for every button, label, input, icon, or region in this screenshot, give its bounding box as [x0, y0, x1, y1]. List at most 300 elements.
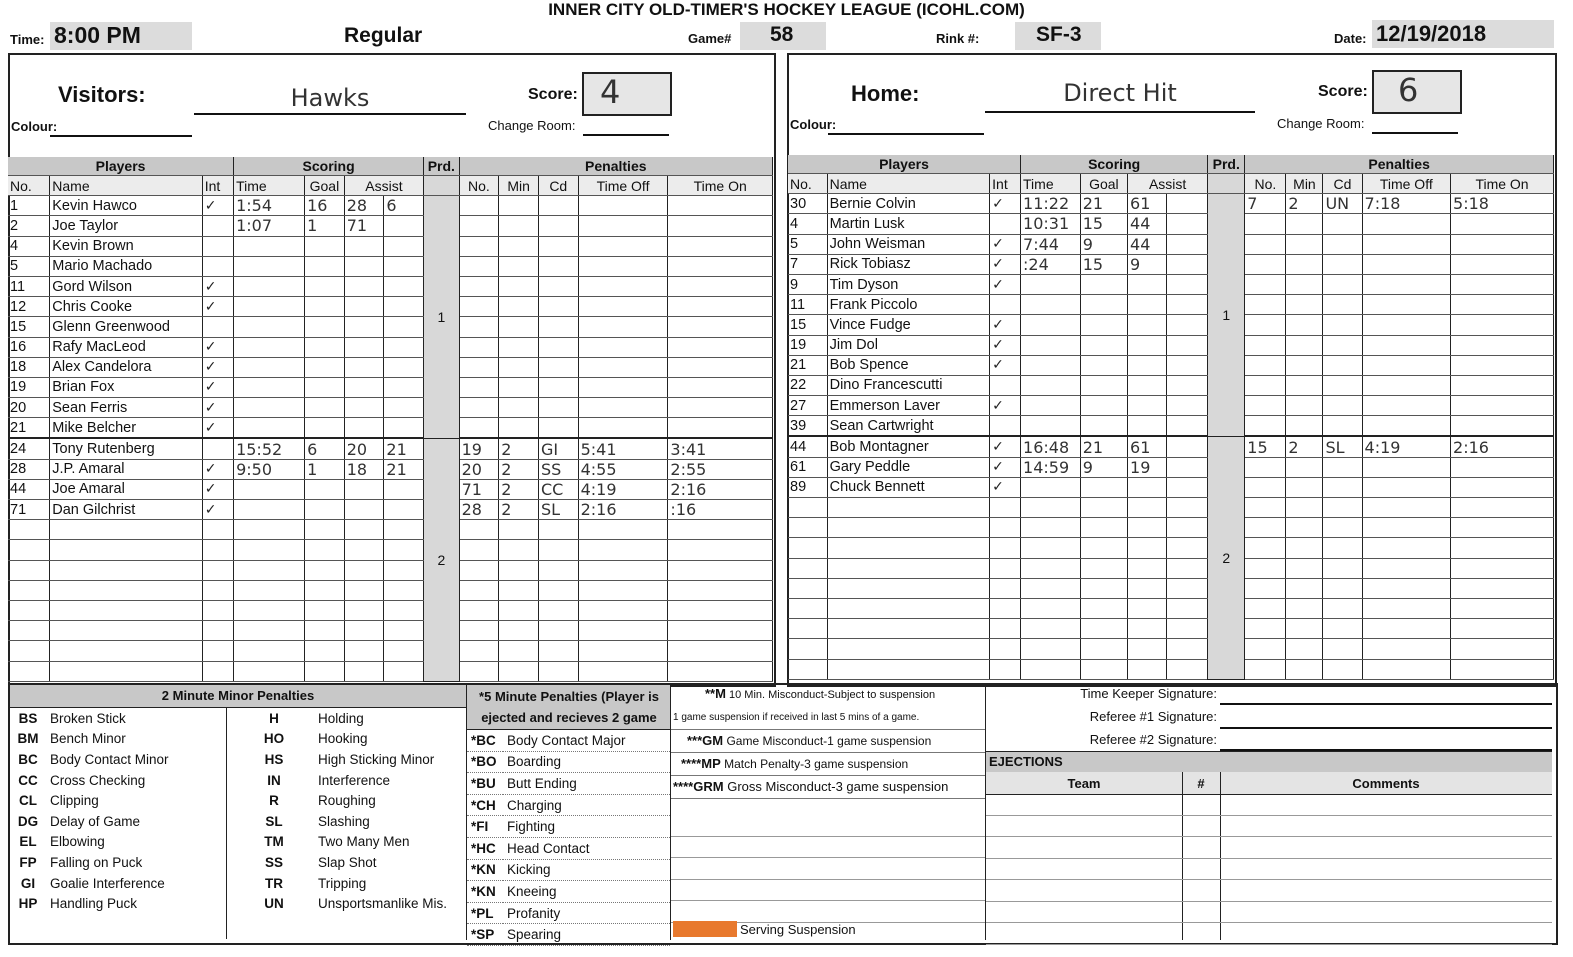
visitors-pen-code	[538, 256, 578, 276]
home-row	[788, 234, 1554, 254]
blank-row	[986, 794, 1552, 816]
visitors-pen-minutes	[499, 661, 539, 681]
home-assist-1	[1128, 335, 1167, 355]
time-value: 8:00 PM	[54, 22, 141, 48]
home-row	[788, 457, 1554, 477]
visitors-pen-time-off: 4:19	[578, 479, 668, 499]
visitors-player-name	[50, 641, 202, 661]
visitors-row	[8, 196, 773, 216]
major-row	[467, 881, 670, 903]
minor-code: TM	[264, 834, 284, 850]
home-int-check	[990, 558, 1021, 578]
game-number: 58	[770, 23, 794, 46]
visitors-assist-2	[384, 256, 424, 276]
minor-desc: Holding	[318, 710, 364, 726]
home-row	[788, 295, 1554, 315]
misc-blank-rows	[671, 815, 985, 923]
visitors-row	[8, 621, 773, 641]
home-goal-time	[1021, 518, 1081, 538]
misc-block	[671, 685, 985, 799]
home-int-check	[990, 518, 1021, 538]
visitors-player-name: Sean Ferris	[50, 398, 202, 418]
home-pen-number	[1245, 457, 1286, 477]
visitors-player-number	[8, 560, 50, 580]
visitors-assist-2	[384, 580, 424, 600]
visitors-pen-minutes	[499, 540, 539, 560]
blank-row	[986, 816, 1552, 838]
visitors-pen-code	[538, 337, 578, 357]
home-pen-time-off	[1362, 274, 1450, 294]
visitors-score-label: Score:	[528, 86, 578, 103]
home-row	[788, 355, 1554, 375]
minor-desc: Unsportsmanlike Mis.	[318, 896, 448, 912]
major-desc: Head Contact	[507, 840, 590, 856]
date-label: Date:	[1334, 31, 1367, 46]
home-colhdr-time_on-12: Time On	[1451, 174, 1554, 194]
visitors-colhdr-no-0: No.	[8, 176, 50, 196]
visitors-pen-minutes	[499, 641, 539, 661]
home-assist-2	[1167, 396, 1208, 416]
visitors-team-line	[194, 113, 466, 115]
visitors-assist-2	[384, 418, 424, 439]
home-assist-1	[1128, 619, 1167, 639]
minor-code: EL	[19, 834, 37, 850]
home-assist-2	[1167, 295, 1208, 315]
visitors-pen-time-on	[668, 196, 773, 216]
home-pen-minutes	[1286, 234, 1323, 254]
home-row	[788, 558, 1554, 578]
serving-label: Serving Suspension	[740, 922, 856, 937]
visitors-int-check	[202, 621, 233, 641]
visitors-goal-scorer: 16	[305, 196, 345, 216]
home-goal-time	[1021, 558, 1081, 578]
gm-text: Game Misconduct-1 game suspension	[726, 734, 932, 748]
home-goal-scorer	[1080, 538, 1127, 558]
home-pen-number	[1245, 214, 1286, 234]
home-goal-scorer	[1080, 335, 1127, 355]
home-goal-time: 16:48	[1021, 436, 1081, 457]
home-pen-number	[1245, 578, 1286, 598]
home-assist-1	[1128, 315, 1167, 335]
visitors-pen-minutes	[499, 621, 539, 641]
visitors-goal-scorer	[305, 560, 345, 580]
home-goal-scorer	[1080, 518, 1127, 538]
home-row	[788, 598, 1554, 618]
home-goal-time	[1021, 578, 1081, 598]
home-pen-number	[1245, 396, 1286, 416]
home-pen-time-on	[1451, 335, 1554, 355]
home-int-check	[990, 659, 1021, 679]
visitors-row	[8, 297, 773, 317]
home-pen-time-off	[1362, 498, 1450, 518]
home-goal-time: :24	[1021, 254, 1081, 274]
home-int-check: ✓	[990, 436, 1021, 457]
visitors-player-name	[50, 520, 202, 540]
minor-code: R	[269, 793, 279, 809]
visitors-assist-1: 71	[344, 216, 384, 236]
blank-row	[671, 815, 985, 837]
minor-desc: Two Many Men	[318, 834, 410, 850]
home-pen-time-off	[1362, 375, 1450, 395]
home-pen-time-on	[1451, 375, 1554, 395]
visitors-int-check: ✓	[202, 479, 233, 499]
visitors-assist-2	[384, 317, 424, 337]
major-title: *5 Minute Penalties (Player is ejected and recieves 2 game	[479, 689, 659, 725]
visitors-row	[8, 418, 773, 439]
home-player-name	[827, 659, 990, 679]
home-player-number: 27	[788, 396, 827, 416]
home-pen-time-on	[1451, 214, 1554, 234]
ejections-num-header: #	[1197, 776, 1205, 791]
visitors-assist-1	[344, 520, 384, 540]
home-pen-time-off	[1362, 558, 1450, 578]
visitors-row	[8, 276, 773, 296]
home-assist-2	[1167, 234, 1208, 254]
visitors-section-prd: Prd.	[424, 157, 460, 176]
visitors-colhdr-time_on-12: Time On	[668, 176, 773, 196]
home-player-name	[827, 619, 990, 639]
major-row	[467, 730, 670, 751]
home-assist-1	[1128, 558, 1167, 578]
minor-row	[10, 729, 466, 750]
visitors-player-name: Kevin Brown	[50, 236, 202, 256]
visitors-colhdr-int-2: Int	[202, 176, 233, 196]
major-row	[467, 837, 670, 859]
home-pen-time-on	[1451, 295, 1554, 315]
visitors-assist-1	[344, 621, 384, 641]
home-pen-time-off	[1362, 538, 1450, 558]
visitors-player-name	[50, 540, 202, 560]
home-pen-time-on	[1451, 315, 1554, 335]
visitors-colour-label: Colour:	[11, 119, 58, 134]
minor-code: CL	[19, 793, 37, 809]
home-int-check: ✓	[990, 234, 1021, 254]
home-assist-1	[1128, 498, 1167, 518]
minor-code: GI	[20, 875, 36, 891]
home-int-check	[990, 598, 1021, 618]
visitors-player-name: J.P. Amaral	[50, 459, 202, 479]
minor-code: BM	[17, 731, 39, 747]
visitors-assist-1	[344, 256, 384, 276]
visitors-player-number: 18	[8, 357, 50, 377]
blank-row	[986, 837, 1552, 859]
visitors-pen-number: 19	[459, 438, 499, 459]
home-pen-number	[1245, 659, 1286, 679]
home-pen-time-on	[1451, 538, 1554, 558]
home-player-name: Emmerson Laver	[827, 396, 990, 416]
minor-code: SL	[265, 813, 283, 829]
visitors-pen-code	[538, 418, 578, 439]
home-goal-time: 7:44	[1021, 234, 1081, 254]
home-goal-scorer: 9	[1080, 457, 1127, 477]
home-assist-2	[1167, 639, 1208, 659]
home-int-check: ✓	[990, 254, 1021, 274]
visitors-pen-time-on	[668, 418, 773, 439]
blank-row	[671, 858, 985, 880]
visitors-int-check: ✓	[202, 276, 233, 296]
visitors-pen-code	[538, 297, 578, 317]
home-colour-label: Colour:	[790, 117, 837, 132]
major-code: *BU	[471, 775, 496, 791]
visitors-colhdr-blank-7	[424, 176, 460, 196]
visitors-player-name	[50, 580, 202, 600]
blank-row	[986, 923, 1552, 945]
visitors-team: Hawks	[290, 84, 370, 112]
visitors-player-number: 71	[8, 500, 50, 520]
home-assist-2	[1167, 457, 1208, 477]
home-pen-number	[1245, 274, 1286, 294]
visitors-int-check: ✓	[202, 297, 233, 317]
minor-desc: Slap Shot	[318, 854, 377, 870]
home-pen-time-on	[1451, 639, 1554, 659]
visitors-goal-scorer	[305, 357, 345, 377]
home-pen-number	[1245, 234, 1286, 254]
home-pen-code	[1323, 538, 1362, 558]
home-goal-scorer: 15	[1080, 214, 1127, 234]
visitors-pen-number	[459, 317, 499, 337]
timekeeper-sig-line[interactable]	[1220, 703, 1552, 705]
visitors-pen-time-on	[668, 337, 773, 357]
home-pen-minutes	[1286, 416, 1323, 437]
home-pen-number: 7	[1245, 194, 1286, 214]
home-goal-scorer: 9	[1080, 234, 1127, 254]
home-assist-2	[1167, 538, 1208, 558]
visitors-pen-time-on	[668, 297, 773, 317]
visitors-assist-2: 21	[384, 459, 424, 479]
visitors-int-check	[202, 580, 233, 600]
visitors-pen-minutes	[499, 600, 539, 620]
home-row	[788, 274, 1554, 294]
visitors-colhdr-assist-5: Assist	[344, 176, 423, 196]
home-pen-time-on	[1451, 234, 1554, 254]
visitors-goal-scorer	[305, 297, 345, 317]
visitors-row	[8, 438, 773, 459]
visitors-player-number: 4	[8, 236, 50, 256]
visitors-goal-time: 1:54	[234, 196, 305, 216]
visitors-player-number: 12	[8, 297, 50, 317]
home-pen-minutes	[1286, 538, 1323, 558]
home-pen-time-on	[1451, 598, 1554, 618]
home-pen-number	[1245, 518, 1286, 538]
visitors-assist-2	[384, 540, 424, 560]
visitors-assist-1	[344, 580, 384, 600]
visitors-score-box	[582, 72, 672, 116]
home-goal-time	[1021, 315, 1081, 335]
minor-desc: Falling on Puck	[50, 854, 143, 870]
home-pen-code	[1323, 274, 1362, 294]
home-row	[788, 659, 1554, 679]
major-desc: Kicking	[507, 862, 551, 878]
home-assist-1	[1128, 659, 1167, 679]
home-pen-time-on	[1451, 274, 1554, 294]
visitors-row	[8, 580, 773, 600]
home-colhdr-name-1: Name	[827, 174, 990, 194]
minor-code: DG	[17, 813, 39, 829]
visitors-int-check	[202, 256, 233, 276]
home-assist-2	[1167, 518, 1208, 538]
visitors-assist-2	[384, 520, 424, 540]
visitors-pen-time-off	[578, 560, 668, 580]
visitors-player-number: 44	[8, 479, 50, 499]
home-row	[788, 214, 1554, 234]
visitors-assist-1	[344, 560, 384, 580]
home-pen-time-off	[1362, 295, 1450, 315]
visitors-int-check	[202, 317, 233, 337]
visitors-goal-time	[234, 236, 305, 256]
home-assist-2	[1167, 194, 1208, 214]
visitors-pen-number	[459, 216, 499, 236]
home-pen-time-off	[1362, 315, 1450, 335]
home-pen-minutes	[1286, 396, 1323, 416]
visitors-colour-line	[50, 135, 192, 137]
m-text: 10 Min. Misconduct-Subject to suspension	[729, 689, 936, 701]
visitors-goal-scorer	[305, 337, 345, 357]
visitors-pen-number	[459, 357, 499, 377]
home-pen-time-on	[1451, 518, 1554, 538]
home-goal-scorer	[1080, 375, 1127, 395]
visitors-goal-scorer	[305, 580, 345, 600]
visitors-player-name	[50, 621, 202, 641]
home-pen-code	[1323, 598, 1362, 618]
minor-row	[10, 893, 466, 914]
home-assist-1	[1128, 518, 1167, 538]
home-row	[788, 498, 1554, 518]
visitors-int-check: ✓	[202, 377, 233, 397]
serving-swatch	[673, 921, 737, 937]
visitors-assist-2	[384, 661, 424, 681]
visitors-colhdr-time_off-11: Time Off	[578, 176, 668, 196]
visitors-assist-1: 28	[344, 196, 384, 216]
home-pen-minutes	[1286, 295, 1323, 315]
home-pen-time-off	[1362, 619, 1450, 639]
visitors-pen-minutes	[499, 377, 539, 397]
visitors-row	[8, 540, 773, 560]
home-assist-1: 44	[1128, 214, 1167, 234]
home-goal-time	[1021, 477, 1081, 497]
home-player-name: Bob Spence	[827, 355, 990, 375]
minor-desc: Tripping	[318, 875, 367, 891]
home-row	[788, 477, 1554, 497]
visitors-period-1: 1	[424, 196, 460, 439]
home-pen-number	[1245, 375, 1286, 395]
visitors-assist-1	[344, 479, 384, 499]
home-goal-scorer	[1080, 416, 1127, 437]
visitors-goal-scorer	[305, 540, 345, 560]
visitors-pen-number	[459, 520, 499, 540]
visitors-assist-2	[384, 479, 424, 499]
minor-desc: Delay of Game	[50, 813, 141, 829]
visitors-int-check: ✓	[202, 357, 233, 377]
visitors-pen-minutes: 2	[499, 438, 539, 459]
home-int-check: ✓	[990, 274, 1021, 294]
visitors-pen-number	[459, 621, 499, 641]
home-goal-time	[1021, 355, 1081, 375]
home-assist-2	[1167, 578, 1208, 598]
visitors-assist-2	[384, 276, 424, 296]
grm-text: Gross Misconduct-3 game suspension	[727, 779, 949, 794]
major-code: *PL	[471, 905, 494, 921]
home-pen-number: 15	[1245, 436, 1286, 457]
home-assist-2	[1167, 498, 1208, 518]
visitors-pen-minutes: 2	[499, 459, 539, 479]
home-player-number: 30	[788, 194, 827, 214]
home-assist-2	[1167, 335, 1208, 355]
date-value: 12/19/2018	[1376, 21, 1487, 46]
home-row	[788, 538, 1554, 558]
home-assist-2	[1167, 619, 1208, 639]
visitors-player-number	[8, 520, 50, 540]
visitors-assist-1	[344, 540, 384, 560]
home-pen-code	[1323, 619, 1362, 639]
home-pen-minutes	[1286, 498, 1323, 518]
visitors-colhdr-min-9: Min	[499, 176, 539, 196]
visitors-player-name: Rafy MacLeod	[50, 337, 202, 357]
visitors-pen-number	[459, 600, 499, 620]
visitors-row	[8, 520, 773, 540]
visitors-pen-minutes	[499, 398, 539, 418]
visitors-pen-code	[538, 196, 578, 216]
major-desc: Boarding	[507, 754, 562, 770]
home-pen-number	[1245, 598, 1286, 618]
gm-code: ***GM	[687, 733, 724, 748]
home-pen-time-off	[1362, 598, 1450, 618]
home-pen-time-on	[1451, 396, 1554, 416]
visitors-pen-time-off	[578, 621, 668, 641]
home-pen-number	[1245, 254, 1286, 274]
visitors-pen-time-on	[668, 641, 773, 661]
minor-code: CC	[18, 772, 38, 788]
visitors-assist-1	[344, 236, 384, 256]
home-player-number	[788, 659, 827, 679]
visitors-player-name: Tony Rutenberg	[50, 438, 202, 459]
home-row	[788, 639, 1554, 659]
visitors-pen-number	[459, 256, 499, 276]
home-pen-code	[1323, 457, 1362, 477]
home-pen-time-on: 2:16	[1451, 436, 1554, 457]
visitors-int-check	[202, 661, 233, 681]
minor-code: UN	[264, 896, 284, 912]
home-player-name: Martin Lusk	[827, 214, 990, 234]
home-pen-minutes	[1286, 457, 1323, 477]
major-code: *SP	[471, 927, 495, 943]
home-player-number: 5	[788, 234, 827, 254]
visitors-pen-time-on	[668, 317, 773, 337]
visitors-goal-time	[234, 357, 305, 377]
home-assist-1: 19	[1128, 457, 1167, 477]
visitors-row	[8, 216, 773, 236]
home-colhdr-assist-5: Assist	[1128, 174, 1208, 194]
minor-code: BS	[18, 710, 38, 726]
rink-label: Rink #:	[936, 31, 980, 46]
home-pen-minutes	[1286, 518, 1323, 538]
visitors-player-number: 11	[8, 276, 50, 296]
minor-desc: Broken Stick	[50, 710, 126, 726]
visitors-pen-code: SL	[538, 500, 578, 520]
home-pen-minutes	[1286, 375, 1323, 395]
game-type: Regular	[344, 24, 423, 47]
minor-row	[10, 832, 466, 853]
home-goal-time: 10:31	[1021, 214, 1081, 234]
major-row	[467, 816, 670, 838]
ref1-sig-line[interactable]	[1220, 727, 1552, 729]
visitors-colhdr-no-8: No.	[459, 176, 499, 196]
visitors-goal-time	[234, 661, 305, 681]
ejections-title: EJECTIONS	[989, 754, 1063, 769]
home-pen-number	[1245, 416, 1286, 437]
minor-row	[10, 873, 466, 894]
home-goal-scorer	[1080, 619, 1127, 639]
visitors-player-number	[8, 621, 50, 641]
